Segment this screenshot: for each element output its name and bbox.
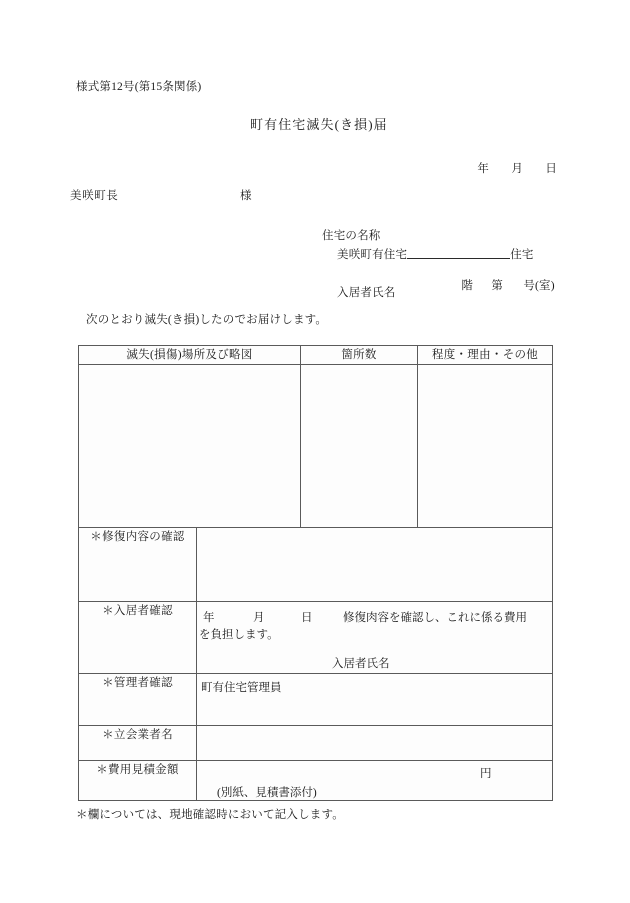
table-row xyxy=(79,674,553,726)
dwelling-section-label: 住宅の名称 xyxy=(322,230,381,242)
unit-number-suffix: 号(室) xyxy=(523,279,555,292)
table-entry-row xyxy=(79,365,553,528)
table-row xyxy=(79,602,553,674)
cell-degree-reason-other[interactable] xyxy=(418,365,553,528)
table-row xyxy=(79,761,553,801)
header-count: 箇所数 xyxy=(301,346,418,365)
dwelling-floor-unit-line xyxy=(449,269,555,304)
header-degree-reason-other: 程度・理由・その他 xyxy=(418,346,553,365)
addressee: 美咲町長 xyxy=(70,190,119,202)
cell-count[interactable] xyxy=(301,365,418,528)
page-title: 町有住宅滅失(き損)届 xyxy=(250,117,388,132)
table-row xyxy=(79,726,553,761)
dwelling-name-prefix: 美咲町有住宅 xyxy=(337,249,408,261)
cell-manager-confirmation[interactable] xyxy=(197,674,553,726)
label-manager-confirmation: ＊管理者確認 xyxy=(79,674,197,726)
dwelling-name-suffix: 住宅 xyxy=(510,249,534,261)
cell-location-sketch[interactable] xyxy=(79,365,301,528)
damage-report-table xyxy=(78,345,553,801)
table-header-row xyxy=(79,346,553,365)
unit-number-prefix: 第 xyxy=(491,279,504,292)
header-location-sketch: 滅失(損傷)場所及び略図 xyxy=(79,346,301,365)
label-occupant-confirmation: ＊入居者確認 xyxy=(79,602,197,674)
yen-unit-label: 円 xyxy=(480,768,492,780)
label-repair-confirmation: ＊修復内容の確認 xyxy=(79,528,197,602)
table-row xyxy=(79,528,553,602)
cell-occupant-confirmation[interactable] xyxy=(197,602,553,674)
floor-label: 階 xyxy=(461,279,474,292)
occupant-statement-line2: を負担します。 xyxy=(199,629,279,641)
form-number: 様式第12号(第15条関係) xyxy=(76,81,202,93)
footnote: ＊欄については、現地確認時において記入します。 xyxy=(76,809,344,821)
manager-title-label: 町有住宅管理員 xyxy=(201,682,282,694)
cell-repair-confirmation[interactable] xyxy=(197,528,553,602)
occupant-year-label: 年 xyxy=(203,612,215,624)
cell-witness-vendor-name[interactable] xyxy=(197,726,553,761)
occupant-signature-label: 入居者氏名 xyxy=(332,658,390,670)
addressee-honorific: 様 xyxy=(240,190,252,202)
lead-sentence: 次のとおり滅失(き損)したのでお届けします。 xyxy=(86,314,328,326)
cell-estimated-cost[interactable] xyxy=(197,761,553,801)
estimate-attachment-note: (別紙、見積書添付) xyxy=(217,787,317,799)
date-day-label: 日 xyxy=(545,162,558,175)
date-year-label: 年 xyxy=(477,162,490,175)
occupant-month-label: 月 xyxy=(253,612,265,624)
occupant-name-label: 入居者氏名 xyxy=(337,287,396,299)
dwelling-name-line xyxy=(337,250,534,262)
label-estimated-cost: ＊費用見積金額 xyxy=(79,761,197,801)
dwelling-name-input[interactable] xyxy=(407,258,510,259)
date-month-label: 月 xyxy=(511,162,524,175)
label-witness-vendor-name: ＊立会業者名 xyxy=(79,726,197,761)
occupant-statement-text: 修復肉容を確認し、これに係る費用 xyxy=(343,612,527,624)
occupant-statement-line1 xyxy=(203,609,527,625)
date-line xyxy=(465,152,557,187)
occupant-day-label: 日 xyxy=(301,612,313,624)
